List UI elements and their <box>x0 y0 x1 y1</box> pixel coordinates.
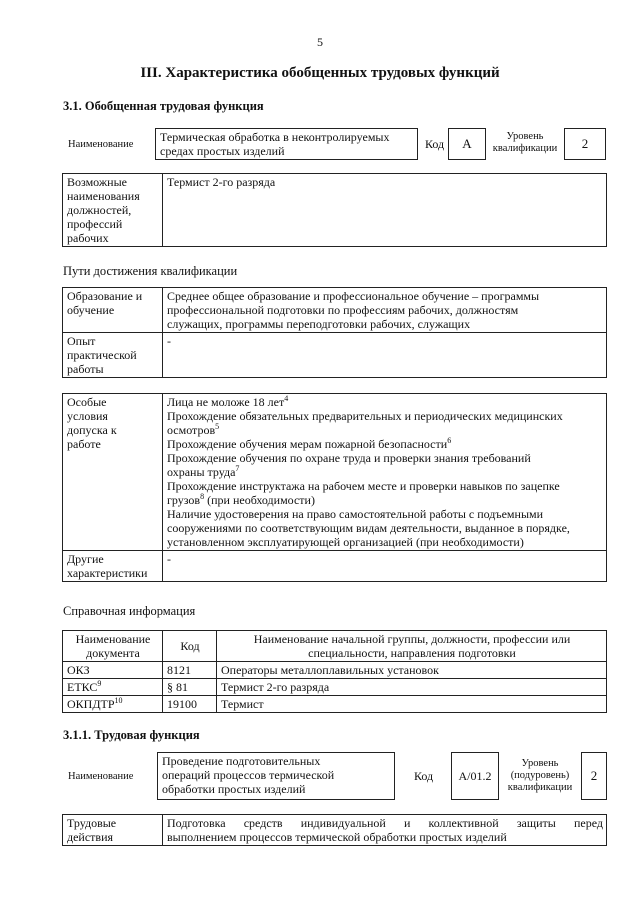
ref-code: § 81 <box>163 679 217 696</box>
education-line: профессиональной подготовки по профессиям рабочих, должностям <box>167 303 519 317</box>
condition-item <box>167 479 603 507</box>
education-line: Среднее общее образование и профессиональное обучение – программы <box>167 289 540 303</box>
other-value: - <box>163 551 607 582</box>
tf-level-line: (подуровень) <box>510 770 570 781</box>
positions-label-line: наименования <box>67 189 140 203</box>
tf-heading: 3.1.1. Трудовая функция <box>63 728 200 742</box>
condition-item <box>167 409 603 437</box>
ref-col-doc <box>63 631 163 662</box>
experience-label <box>63 333 163 378</box>
footnote-ref: 8 <box>200 492 205 501</box>
table-row <box>63 662 607 679</box>
actions-value <box>163 815 607 846</box>
otf-name-label: Наименование <box>68 139 134 150</box>
condition-text: Прохождение обучения по охране труда и проверки знания требований <box>167 451 531 465</box>
education-label-line: Образование и <box>67 289 143 303</box>
section-title: III. Характеристика обобщенных трудовых функций <box>140 65 500 81</box>
tf-code-label: Код <box>414 769 434 783</box>
ref-doc <box>63 696 163 713</box>
positions-label-line: профессий <box>67 217 123 231</box>
footnote-ref: 6 <box>447 436 452 445</box>
other-label-line: характеристики <box>67 566 148 580</box>
other-label <box>63 551 163 582</box>
conditions-value <box>163 394 607 551</box>
otf-name-box <box>155 128 418 160</box>
otf-code-label: Код <box>425 137 445 151</box>
education-value <box>163 288 607 333</box>
ref-doc-text: ОКЗ <box>67 663 90 677</box>
otf-name-line1: Термическая обработка в неконтролируемых <box>160 130 390 144</box>
otf-level-label <box>488 131 562 155</box>
education-table <box>62 287 607 378</box>
conditions-label <box>63 394 163 551</box>
experience-value: - <box>163 333 607 378</box>
reference-heading: Справочная информация <box>63 604 196 618</box>
experience-label-line: работы <box>67 362 104 376</box>
conditions-label-line: работе <box>67 437 101 451</box>
footnote-ref: 7 <box>235 464 240 473</box>
tf-level-value: 2 <box>581 752 607 800</box>
positions-label-line: должностей, <box>67 203 132 217</box>
tf-name-label: Наименование <box>68 771 134 782</box>
condition-text: Прохождение инструктажа на рабочем месте и проверки навыков по зацепке <box>167 479 560 493</box>
condition-text: установленном эксплуатирующей организацией (при необходимости) <box>167 535 524 549</box>
ref-doc <box>63 662 163 679</box>
condition-text: грузов <box>167 493 201 507</box>
footnote-ref: 5 <box>215 422 220 431</box>
condition-item <box>167 451 603 479</box>
condition-item <box>167 395 603 409</box>
tf-name-line: операций процессов термической <box>162 768 335 782</box>
positions-label-line: рабочих <box>67 231 109 245</box>
condition-text: осмотров <box>167 423 216 437</box>
table-row <box>63 696 607 713</box>
ref-name: Термист 2-го разряда <box>217 679 607 696</box>
actions-line: выполнением процессов термической обработки простых изделий <box>167 830 507 844</box>
conditions-label-line: Особые <box>67 395 107 409</box>
tf-level-line: квалификации <box>507 782 573 793</box>
condition-text: Наличие удостоверения на право самостоятельной работы с подъемными <box>167 507 544 521</box>
other-label-line: Другие <box>67 552 104 566</box>
positions-label-line: Возможные <box>67 175 127 189</box>
actions-label-line: действия <box>67 830 114 844</box>
paths-heading: Пути достижения квалификации <box>63 264 238 278</box>
ref-code: 19100 <box>163 696 217 713</box>
ref-col-code: Код <box>163 631 217 662</box>
positions-label <box>63 174 163 247</box>
footnote-ref: 10 <box>114 696 123 705</box>
condition-text: Прохождение обязательных предварительных и периодических медицинских <box>167 409 563 423</box>
education-line: служащих, программы переподготовки рабочих, служащих <box>167 317 471 331</box>
table-row <box>63 679 607 696</box>
ref-col-name <box>217 631 607 662</box>
reference-table <box>62 630 607 713</box>
condition-text: охраны труда <box>167 465 236 479</box>
tf-level-label <box>501 758 579 794</box>
condition-text: сооружениями по соответствующим видам деятельности, выданное в порядке, <box>167 521 570 535</box>
experience-label-line: практической <box>67 348 137 362</box>
ref-col-doc-line: документа <box>86 646 140 660</box>
condition-text: Прохождение обучения мерам пожарной безопасности <box>167 437 448 451</box>
otf-name-line2: средах простых изделий <box>160 144 285 158</box>
conditions-table <box>62 393 607 582</box>
condition-text: Лица не моложе 18 лет <box>167 395 285 409</box>
otf-level-value: 2 <box>564 128 606 160</box>
actions-label-line: Трудовые <box>67 816 117 830</box>
ref-name: Операторы металлоплавильных установок <box>217 662 607 679</box>
actions-table <box>62 814 607 846</box>
ref-col-name-line: специальности, направления подготовки <box>308 646 516 660</box>
conditions-label-line: условия <box>67 409 108 423</box>
condition-item <box>167 437 603 451</box>
otf-level-label-1: Уровень <box>506 131 544 142</box>
otf-code-value: А <box>448 128 486 160</box>
condition-item <box>167 507 603 549</box>
footnote-ref: 9 <box>97 679 102 688</box>
ref-doc <box>63 679 163 696</box>
education-label <box>63 288 163 333</box>
ref-col-name-line: Наименование начальной группы, должности, профессии или <box>253 632 571 646</box>
tf-name-line: Проведение подготовительных <box>162 754 321 768</box>
footnote-ref: 4 <box>284 394 289 403</box>
tf-name-line: обработки простых изделий <box>162 782 306 796</box>
otf-heading: 3.1. Обобщенная трудовая функция <box>63 99 264 113</box>
ref-col-doc-line: Наименование <box>75 632 151 646</box>
positions-value: Термист 2-го разряда <box>163 174 607 247</box>
actions-label <box>63 815 163 846</box>
tf-code-value: А/01.2 <box>451 752 499 800</box>
ref-doc-text: ЕТКС <box>67 680 98 694</box>
tf-level-line: Уровень <box>521 758 559 769</box>
ref-name: Термист <box>217 696 607 713</box>
otf-level-label-2: квалификации <box>492 143 558 154</box>
ref-doc-text: ОКПДТР <box>67 697 115 711</box>
page-number: 5 <box>317 35 323 49</box>
actions-line: Подготовка средств индивидуальной и коллективной защиты перед <box>167 816 603 830</box>
ref-code: 8121 <box>163 662 217 679</box>
condition-text: (при необходимости) <box>204 493 315 507</box>
positions-table <box>62 173 607 247</box>
tf-name-box <box>157 752 395 800</box>
experience-label-line: Опыт <box>67 334 96 348</box>
conditions-label-line: допуска к <box>67 423 117 437</box>
education-label-line: обучение <box>67 303 115 317</box>
